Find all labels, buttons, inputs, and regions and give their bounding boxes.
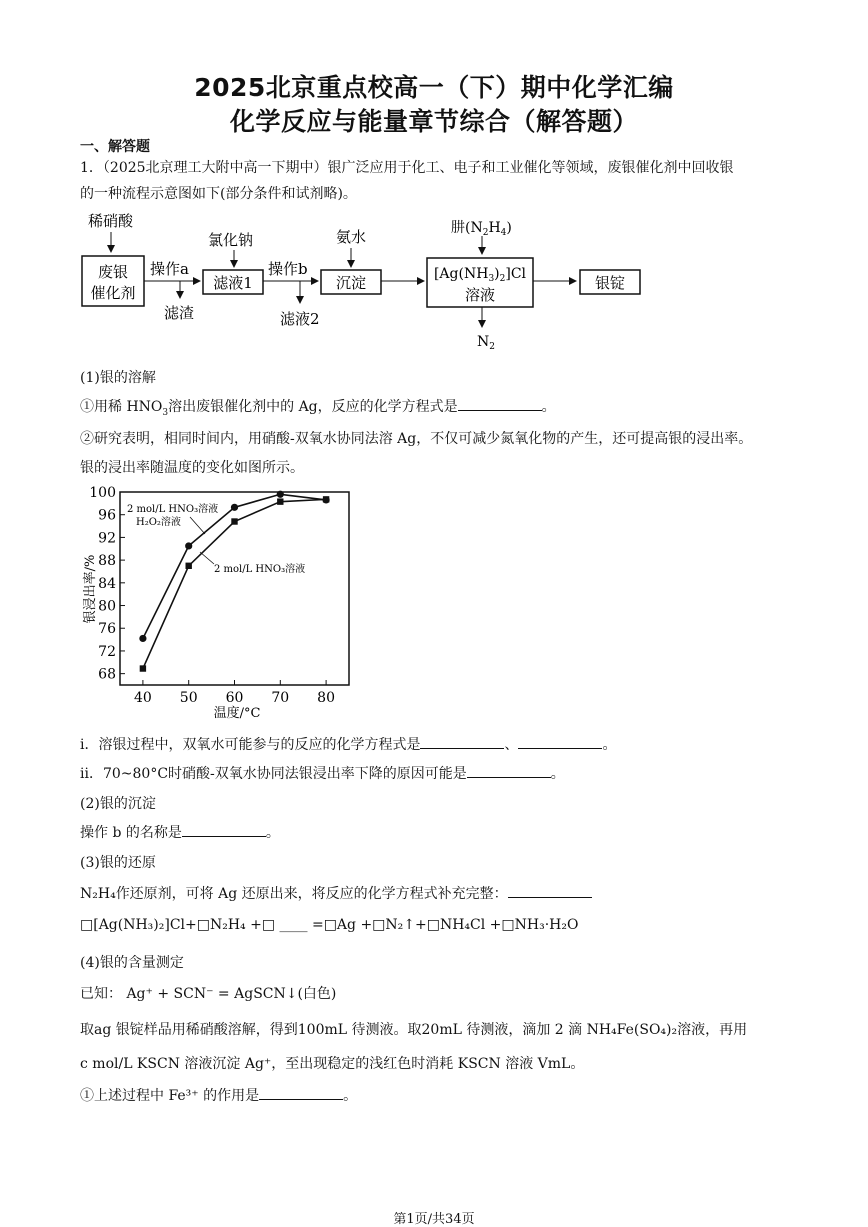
question-ii: ii．70~80°C时硝酸-双氧水协同法银浸出率下降的原因可能是 。 [80,766,565,782]
series1-label-line2: H₂O₂溶液 [136,517,181,528]
part2-heading: (2)银的沉淀 [80,796,156,812]
series2-label: 2 mol/L HNO₃溶液 [214,564,306,575]
question-intro-line2: 的一种流程示意图如下(部分条件和试剂略)。 [80,186,357,202]
y-tick-label: 76 [98,621,116,638]
y-axis-label: 银浸出率/% [83,554,98,624]
data-point-square [323,496,329,502]
part2-question-text: 操作 b 的名称是 [80,825,182,841]
box-precipitate-label: 沉淀 [335,274,367,292]
part4-question1-text: ①上述过程中 Fe³⁺ 的作用是 [80,1088,260,1104]
answer-blank[interactable] [420,736,504,749]
operation-b-label: 操作b [268,260,308,278]
part1-q2-line1: ②研究表明，相同时间内，用硝酸-双氧水协同法溶 Ag，不仅可减少氮氧化物的产生，还可提高银的浸出率。 [80,431,753,447]
data-point-circle [139,635,146,642]
part1-q2-line2: 银的浸出率随温度的变化如图所示。 [80,460,304,476]
x-tick-label: 70 [271,690,290,706]
box-silver-ammine-formula: $[Ag(NH_3)_2]Cl$ [433,266,527,284]
x-axis-label: 温度/°C [213,706,261,721]
y-tick-label: 88 [98,553,116,570]
y-tick-label: 100 [89,485,116,501]
answer-blank[interactable] [458,398,542,411]
part1-q1-pre: ①用稀 HNO [80,399,163,415]
nitrogen-gas-label: $N_2$ [477,334,495,352]
part4-procedure-line2: c mol/L KSCN 溶液沉淀 Ag⁺，至出现稳定的浅红色时消耗 KSCN 溶液 VmL。 [80,1056,585,1072]
document-title: 2025北京重点校高一（下）期中化学汇编 [194,73,674,102]
y-tick-label: 72 [98,643,116,660]
answer-blank[interactable] [182,824,266,837]
data-point-square [140,665,146,671]
part1-q1: ①用稀 $HNO_3$溶出废银催化剂中的 Ag，反应的化学方程式是 。 [80,399,556,418]
answer-blank[interactable] [467,765,551,778]
question-ii-text: ii．70~80°C时硝酸-双氧水协同法银浸出率下降的原因可能是 [80,766,467,782]
page-footer: 第1页/共34页 [393,1212,475,1227]
data-point-square [231,518,237,524]
y-tick-label: 84 [98,575,116,592]
box-waste-catalyst-label1: 废银 [97,263,129,281]
part3-question-text: 作还原剂，可将 Ag 还原出来，将反应的化学方程式补充完整： [115,886,508,902]
part3-hydrazine: N₂H₄ [80,886,116,902]
y-tick-label: 92 [98,530,116,547]
part2-question: 操作 b 的名称是 。 [80,825,280,841]
reagent-ammonia: 氨水 [336,228,367,246]
box-waste-catalyst-label2: 催化剂 [90,284,136,302]
box-silver-ingot-label: 银锭 [594,274,626,292]
x-tick-label: 60 [225,690,244,706]
filtrate2-label: 滤液2 [280,310,320,328]
part3-heading: (3)银的还原 [80,855,156,871]
part3-question [80,883,592,903]
operation-a-label: 操作a [150,260,189,278]
x-tick-label: 40 [133,690,152,706]
question-i-text: i．溶银过程中，双氧水可能参与的反应的化学方程式是 [80,737,421,753]
process-flow-diagram [80,208,660,358]
x-tick-label: 50 [179,690,198,706]
answer-blank[interactable] [518,736,602,749]
answer-blank[interactable] [508,885,592,898]
reagent-hydrazine: 肼$(N_2H_4)$ [451,220,512,238]
residue-label: 滤渣 [164,304,195,322]
equation-to-balance: □[Ag(NH₃)₂]Cl+□N₂H₄ +□ ____ =□Ag +□N₂↑+□NH₄Cl +□NH₃·H₂O [80,917,579,933]
data-point-square [186,563,192,569]
y-tick-label: 68 [98,666,116,683]
series1-label-line1: 2 mol/L HNO₃溶液 [127,504,219,515]
part1-heading: (1)银的溶解 [80,370,156,386]
reagent-sodium-chloride: 氯化钠 [208,231,254,249]
data-point-circle [185,542,192,549]
reagent-nitric-acid: 稀硝酸 [88,212,134,230]
answer-blank[interactable] [259,1087,343,1100]
box-filtrate1-label: 滤液1 [213,274,253,292]
part4-heading: (4)银的含量测定 [80,955,184,971]
part4-question1: ①上述过程中 Fe³⁺ 的作用是 。 [80,1088,358,1104]
leaching-rate-chart [80,484,370,724]
data-point-circle [231,504,238,511]
y-tick-label: 80 [98,598,116,615]
document-subtitle: 化学反应与能量章节综合（解答题） [229,107,638,136]
section-heading: 一、解答题 [80,139,150,155]
box-silver-ammine-label: 溶液 [464,286,496,304]
part4-known-reaction: 已知： Ag⁺ + SCN⁻ = AgSCN↓(白色) [80,986,337,1002]
x-tick-label: 80 [317,690,336,706]
y-tick-label: 96 [98,507,116,524]
question-i: i．溶银过程中，双氧水可能参与的反应的化学方程式是 、 。 [80,737,617,753]
part1-q1-text: 溶出废银催化剂中的 Ag，反应的化学方程式是 [168,399,458,415]
question-intro-line1: 1．（2025北京理工大附中高一下期中）银广泛应用于化工、电子和工业催化等领域，废银催化剂中回收银 [80,160,734,176]
data-point-square [277,498,283,504]
part4-procedure-line1: 取ag 银锭样品用稀硝酸溶解，得到100mL 待测液。取20mL 待测液，滴加 2 滴 NH₄Fe(SO₄)₂溶液，再用 [80,1022,748,1038]
question-i-separator: 、 [504,737,519,753]
data-point-circle [277,491,284,498]
